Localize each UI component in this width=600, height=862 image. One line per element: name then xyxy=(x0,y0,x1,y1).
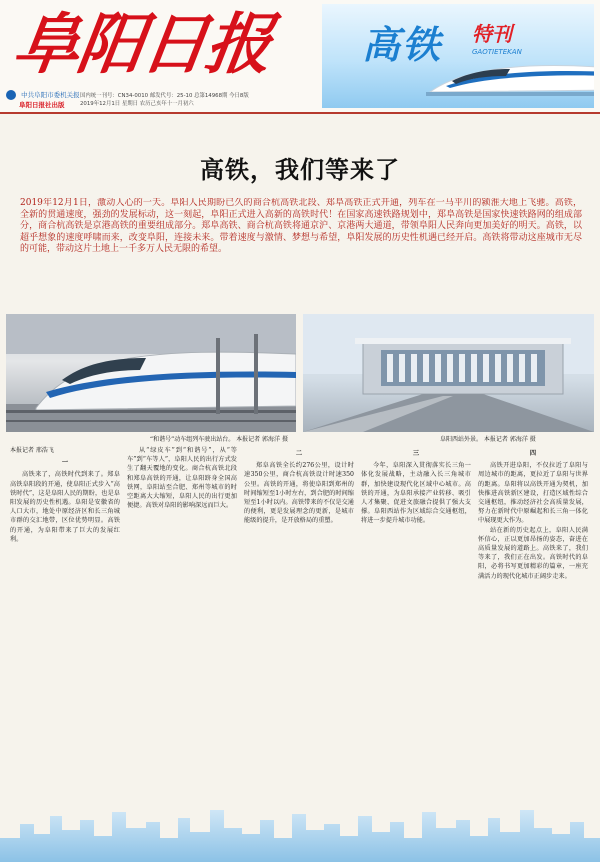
city-skyline-illustration xyxy=(0,798,600,862)
station-building-illustration xyxy=(303,314,594,432)
photo-station-building xyxy=(303,314,594,432)
column-4-text: 今年，阜阳深入贯彻落实长三角一体化发展战略，主动融入长三角城市群，加快建设现代化区域中心城市。高铁的开通，为阜阳承接产业转移、吸引人才集聚、促进文旅融合提供了强大支撑。阜阳西站作为区域综合交通枢纽，将进一步提升城市功能。 xyxy=(361,462,471,525)
article-body xyxy=(10,446,590,806)
section-heading-3: 三 xyxy=(412,450,420,457)
publisher-line1: 中共阜阳市委机关报 xyxy=(21,91,80,99)
publisher-seal-icon xyxy=(6,90,16,100)
masthead-divider xyxy=(0,112,600,114)
newspaper-logo: 阜阳日报 xyxy=(8,5,276,83)
issue-meta-line2: 2019年12月1日 星期日 农历己亥年十一月初六 xyxy=(80,101,194,107)
banner-train-illustration xyxy=(426,56,594,98)
special-small-title: 特刊 xyxy=(472,22,512,46)
article-lead: 2019年12月1日，激动人心的一天。阜阳人民期盼已久的商合杭高铁北段、郑阜高铁正式开通，列车在一马平川的颍淮大地上飞驰。高铁，全新的贯通速度，强劲的发展标动，这一刻起，阜阳正式进入高新的高铁时代！在国家高速铁路规划中，郑阜高铁是国家快速铁路网的组成部分，商合杭高铁是京港高铁的重要组成部分。郑阜高铁、商合杭高铁将通京沪、京港两大通道，带领阜阳人民奔向更加美好的明天。高铁，以超乎想象的速度呼啸而来，改变阜阳，连接未来。带着速度与激情、梦想与希望，阜阳发展的历史性机遇已经开启。高铁将带动这座城市无尽的可能，带动这片土地上一千多万人民无限的希望。 xyxy=(20,198,582,255)
masthead xyxy=(0,0,600,112)
body-column-1 xyxy=(10,446,120,806)
publisher-info xyxy=(6,90,80,109)
section-heading-2: 二 xyxy=(295,450,303,457)
caption-right: 阜阳西站外景。 本报记者 郭海洋 摄 xyxy=(440,436,536,443)
body-column-2 xyxy=(127,446,237,806)
special-en-title: GAOTIETEKAN xyxy=(472,48,522,56)
byline: 本报记者 邢浩飞 xyxy=(10,447,54,454)
body-column-4 xyxy=(361,446,471,806)
issue-meta-line1: 国内统一刊号：CN34-0010 邮发代号：25-10 总第14968期 今日8版 xyxy=(80,93,249,99)
body-column-5 xyxy=(478,446,588,806)
publisher-line2: 阜阳日报社出版 xyxy=(19,101,65,109)
caption-left: “和谐号”动车组列车驶出站台。 本报记者 郭海洋 摄 xyxy=(150,436,288,443)
special-edition-banner xyxy=(322,4,594,108)
column-6-text: 站在新的历史起点上，阜阳人民满怀信心，正以更加昂扬的姿态，奋进在高质量发展的道路上。高铁来了，我们等来了，我们正在出发。高铁时代的阜阳，必将书写更加精彩的篇章，一座充满活力的现代化城市正阔步走来。 xyxy=(478,526,588,580)
column-2-text: 从“绿皮车”到“和谐号”，从“等车”到“车等人”，阜阳人民的出行方式发生了翻天覆地的变化。商合杭高铁北段和郑阜高铁的开通，让阜阳跻身全国高铁网，阜阳站至合肥、郑州等城市的时空距离大大缩短，阜阳人民的出行更加便捷。高铁对阜阳的影响深远而巨大。 xyxy=(127,447,237,510)
special-big-title: 高铁 xyxy=(362,23,443,67)
body-column-3 xyxy=(244,446,354,806)
issue-meta xyxy=(80,92,249,108)
column-1-text: 高铁来了，高铁时代到来了。郑阜高铁阜阳段的开通，使阜阳正式步入“高铁时代”，这是阜阳人民的期盼，也是阜阳发展的历史性机遇。阜阳是安徽省的人口大市，地处中原经济区和长三角城市群的交汇地带，区位优势明显。高铁的开通，为阜阳带来了巨大的发展红利。 xyxy=(10,471,120,543)
section-heading-4: 四 xyxy=(529,450,537,457)
article-headline: 高铁，我们等来了 xyxy=(200,156,400,184)
column-5-text: 高铁开进阜阳，不仅拉近了阜阳与周边城市的距离，更拉近了阜阳与世界的距离。阜阳将以高铁开通为契机，加快推进高铁新区建设，打造区域性综合交通枢纽，推动经济社会高质量发展，努力在新时代中原崛起和长三角一体化中展现更大作为。 xyxy=(478,462,588,525)
section-heading-1: 一 xyxy=(61,459,69,467)
train-platform-illustration xyxy=(6,314,296,432)
photo-train-platform xyxy=(6,314,296,432)
column-3-text: 郑阜高铁全长约276公里，设计时速350公里，商合杭高铁设计时速350公里。高铁的开通，将使阜阳到郑州的时间缩短至1小时左右，到合肥的时间缩短至1小时以内。高铁带来的不仅是交通的便利，更是发展理念的更新，是城市能级的提升，是开放格局的重塑。 xyxy=(244,462,354,525)
